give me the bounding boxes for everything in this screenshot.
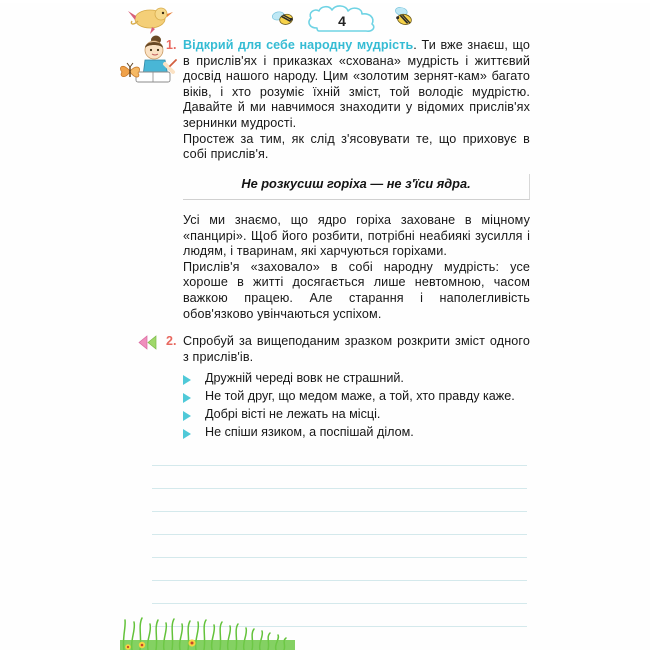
task-2: [166, 334, 530, 365]
task-2-text: Спробуй за вищеподаним зразком розкрити зміст одного з прислів'ів.: [183, 334, 530, 364]
left-decoration-group: [118, 0, 182, 112]
bee-icon: [270, 8, 295, 30]
writing-line: [152, 603, 527, 604]
page-number: 4: [338, 13, 346, 29]
butterfly-icon: [118, 60, 142, 82]
explanation-paragraph-1: Усі ми знаємо, що ядро горіха заховане в міцному «панцирі». Щоб його розбити, потрібні неабиякі зусилля і людям, і тваринам, які харчуються горіхами.: [183, 213, 530, 259]
writing-line: [152, 580, 527, 581]
bird-icon: [126, 2, 174, 36]
list-item-label: Не спіши язиком, а поспішай ділом.: [205, 425, 414, 440]
task-1-number: 1.: [166, 38, 177, 52]
triangle-bullet-icon: [183, 429, 191, 439]
task-1-paragraph-1: [183, 38, 530, 132]
bee-icon: [390, 6, 416, 29]
page-number-cloud: [305, 4, 379, 38]
flower-icon: [188, 639, 195, 646]
writing-line: [152, 465, 527, 466]
list-item-label: Добрі вісті не лежать на місці.: [205, 407, 381, 422]
proverb-box: [183, 174, 530, 200]
triangle-bullet-icon: [183, 375, 191, 385]
proverb-text: Не розкусиш горіха — не з'їси ядра.: [241, 176, 471, 191]
writing-line: [152, 488, 527, 489]
task-1-lead: Відкрий для себе народну мудрість: [183, 38, 414, 52]
explanation-block: [183, 213, 530, 322]
list-item: [183, 389, 530, 405]
flower-icon: [125, 644, 131, 650]
explanation-paragraph-2: Прислів'я «заховало» в собі народну мудрість: усе хороше в житті досягається лише невтомною, часом важкою працею. Але старання і наполегливість обов'язково увінчаються успіхом.: [183, 259, 530, 321]
list-item: [183, 371, 530, 387]
writing-line: [152, 511, 527, 512]
list-item-label: Не той друг, що медом маже, а той, хто правду каже.: [205, 389, 515, 404]
writing-line: [152, 534, 527, 535]
writing-line: [152, 557, 527, 558]
page-top-edge: [0, 0, 650, 3]
triangle-bullet-icon: [183, 411, 191, 421]
grass-border: [120, 610, 310, 650]
task-1-body-1: . Ти вже знаєш, що в прислів'ях і приказках «схована» мудрість і життєвий досвід нашого народу. Цим «золотим зернят-кам» багато віків, і хто розуміє їхній зміст, той володіє мудрістю. Давайте й ми навчимося знаходити у відомих прислів'ях зернинки мудрості.: [183, 38, 531, 130]
task-1-block: [166, 38, 531, 163]
list-item: [183, 425, 530, 441]
list-item-label: Дружній череді вовк не страшний.: [205, 371, 404, 385]
triangle-bullet-icon: [183, 393, 191, 403]
task-1-paragraph-2: Простеж за тим, як слід з'ясовувати те, що приховує в собі прислів'я.: [183, 131, 530, 162]
task-1: [166, 38, 531, 163]
task-2-block: [166, 334, 530, 365]
left-arrow-icon: [138, 335, 158, 350]
flower-icon: [139, 642, 145, 648]
proverb-list: [183, 371, 530, 443]
list-item: [183, 407, 530, 423]
task-2-number: 2.: [166, 334, 177, 348]
